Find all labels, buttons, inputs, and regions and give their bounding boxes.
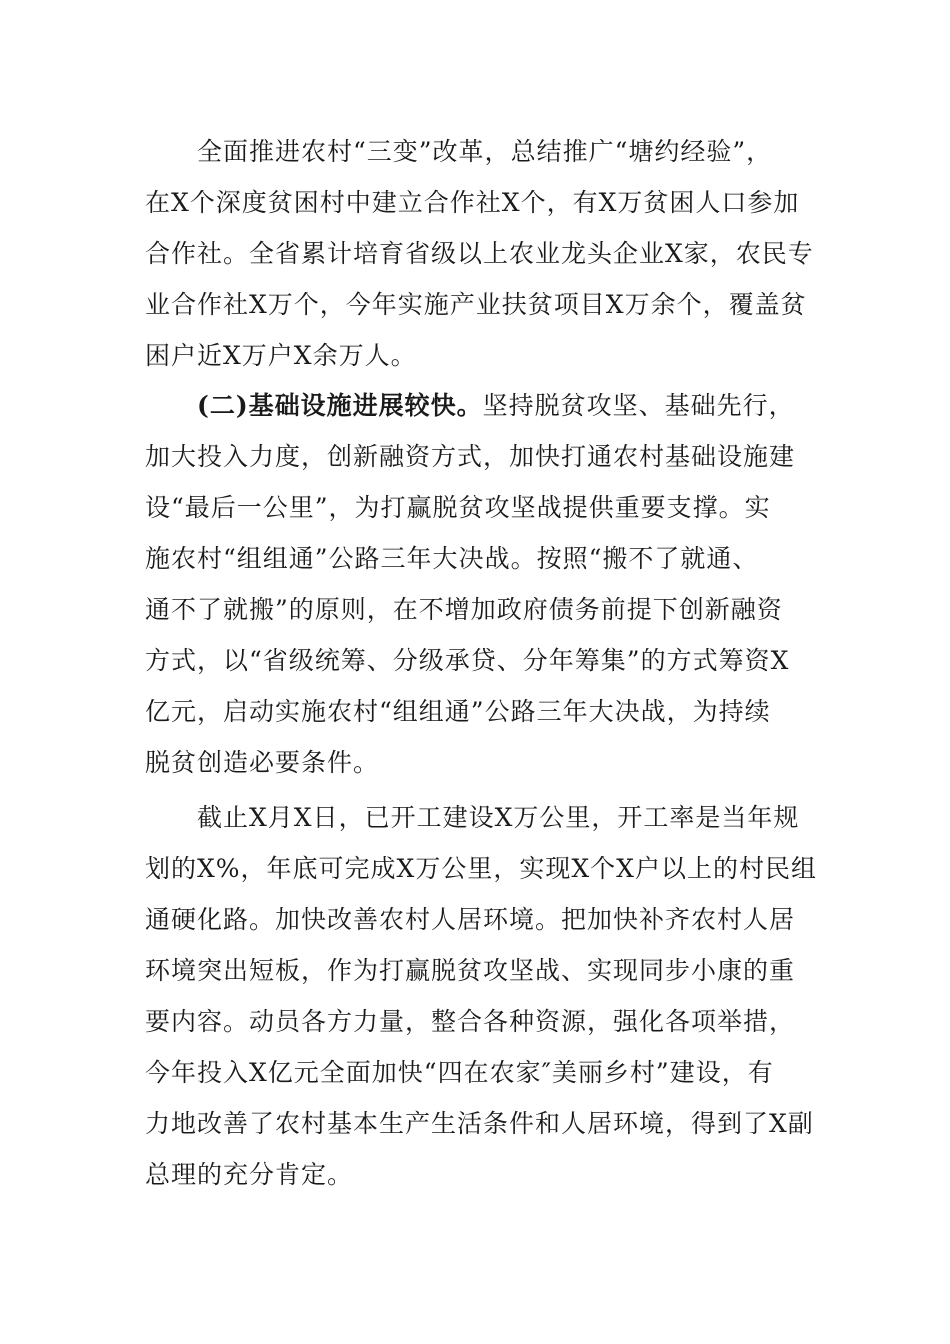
text-line: 业合作社X万个，今年实施产业扶贫项目X万余个，覆盖贫 bbox=[145, 290, 807, 319]
text-line: 方式，以“省级统筹、分级承贷、分年筹集”的方式筹资X bbox=[145, 646, 790, 675]
paragraph-infrastructure bbox=[145, 380, 810, 788]
text-line: 总理的充分肯定。 bbox=[145, 1160, 354, 1189]
text-line: 截止X月X日，已开工建设X万公里，开工率是当年规 bbox=[197, 803, 800, 832]
text-line: 通硬化路。加快改善农村人居环境。把加快补齐农村人居 bbox=[145, 905, 796, 934]
text-line: 设“最后一公里”，为打赢脱贫攻坚战提供重要支撑。实 bbox=[145, 493, 771, 522]
text-line bbox=[145, 380, 810, 431]
text-line: 全面推进农村“三变”改革，总结推广“塘约经验”， bbox=[197, 137, 773, 166]
text-line: 今年投入X亿元全面加快“四在农家″美丽乡村”建设，有 bbox=[145, 1058, 774, 1087]
paragraph-progress bbox=[145, 792, 817, 1200]
text-line: 要内容。动员各方力量，整合各种资源，强化各项举措， bbox=[145, 1007, 796, 1036]
text-line: 通不了就搬”的原则，在不增加政府债务前提下创新融资 bbox=[145, 595, 783, 624]
text-line: 环境突出短板，作为打赢脱贫攻坚战、实现同步小康的重 bbox=[145, 956, 796, 985]
paragraph-reform bbox=[145, 126, 814, 381]
text-line: 加大投入力度，创新融资方式，加快打通农村基础设施建 bbox=[145, 442, 796, 471]
text-line: 力地改善了农村基本生产生活条件和人居环境，得到了X副 bbox=[145, 1109, 814, 1138]
heading-line-rest: 坚持脱贫攻坚、基础先行， bbox=[482, 391, 795, 420]
text-line: 施农村“组组通”公路三年大决战。按照“搬不了就通、 bbox=[145, 544, 759, 573]
text-line: 在X个深度贫困村中建立合作社X个，有X万贫困人口参加 bbox=[145, 188, 800, 217]
text-line: 脱贫创造必要条件。 bbox=[145, 748, 380, 777]
text-line: 划的X%，年底可完成X万公里，实现X个X户以上的村民组 bbox=[145, 854, 817, 883]
text-line: 困户近X万户X余万人。 bbox=[145, 341, 417, 370]
text-line: 合作社。全省累计培育省级以上农业龙头企业X家，农民专 bbox=[145, 239, 814, 268]
section-heading: (二)基础设施进展较快。 bbox=[197, 391, 483, 420]
text-line: 亿元，启动实施农村“组组通”公路三年大决战，为持续 bbox=[145, 697, 771, 726]
